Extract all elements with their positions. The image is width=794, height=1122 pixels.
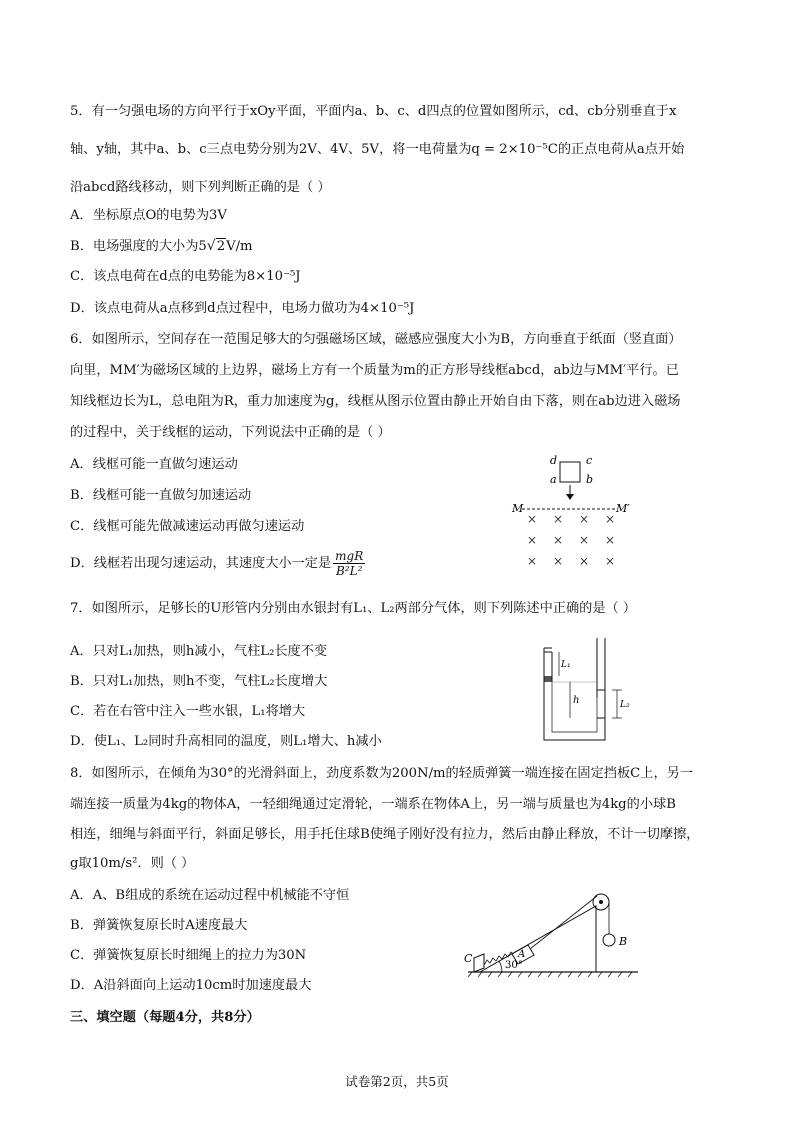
q8-angle-label: 30° xyxy=(505,960,523,971)
q5-option-b-unit: V/m xyxy=(226,239,253,254)
q5-stem-line-1: 5．有一匀强电场的方向平行于xOy平面，平面内a、b、c、d四点的位置如图所示，cd、cb分别垂直于x xyxy=(70,104,677,119)
q6-stem-line-4: 的过程中，关于线框的运动，下列说法中正确的是（ ） xyxy=(70,425,391,440)
q5-option-d: D．该点电荷从a点移到d点过程中，电场力做功为4×10⁻⁵J xyxy=(70,301,415,316)
page-footer: 试卷第2页，共5页 xyxy=(345,1074,449,1089)
q6-option-c: C．线框可能先做减速运动再做匀速运动 xyxy=(70,519,305,534)
q6-label-a: a xyxy=(550,473,557,486)
q8-angle-arc xyxy=(499,961,502,972)
q8-label-c: C xyxy=(464,952,473,965)
q6-option-d-fraction xyxy=(333,549,365,578)
q6-square-frame xyxy=(560,462,580,482)
q7-option-a: A．只对L₁加热，则h减小，气柱L₂长度不变 xyxy=(70,644,328,659)
q6-option-d-text: D．线框若出现匀速运动，其速度大小一定是 xyxy=(70,556,332,571)
q7-option-c: C．若在右管中注入一些水银，L₁将增大 xyxy=(70,704,306,719)
q8-rope-incline xyxy=(530,896,597,949)
q8-option-c: C．弹簧恢复原长时细绳上的拉力为30N xyxy=(70,948,307,963)
q6-cross: × xyxy=(527,533,538,547)
q6-label-d: d xyxy=(550,454,558,467)
q6-cross: × xyxy=(605,533,616,547)
q6-field-crosses xyxy=(527,512,615,568)
section-three-heading: 三、填空题（每题4分，共8分） xyxy=(70,1010,260,1025)
q7-label-l1: L₁ xyxy=(561,660,571,670)
q8-stem-line-3: 相连，细绳与斜面平行，斜面足够长，用手托住球B使绳子刚好没有拉力，然后由静止释放，不计一切摩擦， xyxy=(70,827,700,842)
q8-option-b: B．弹簧恢复原长时A速度最大 xyxy=(70,918,248,933)
q8-incline-wedge xyxy=(480,906,596,972)
q6-label-c: c xyxy=(586,454,593,467)
q6-cross: × xyxy=(553,512,564,526)
q6-cross: × xyxy=(553,533,564,547)
q7-mercury-column xyxy=(552,682,597,732)
q5-option-b-prefix: B．电场强度的大小为5 xyxy=(70,239,207,254)
q8-stop-plate xyxy=(474,954,484,972)
q5-option-c: C．该点电荷在d点的电势能为8×10⁻⁵J xyxy=(70,269,301,284)
q8-stem-line-4: g取10m/s²．则（ ） xyxy=(70,856,195,871)
q6-stem-line-2: 向里，MM′为磁场区域的上边界，磁场上方有一个质量为m的正方形导线框abcd，ab边与MM′平行。已 xyxy=(70,363,679,378)
q5-option-b: B．电场强度的大小为5√2V/m xyxy=(70,238,253,254)
q8-ground-hatching xyxy=(468,972,632,977)
q8-label-a: A xyxy=(518,949,526,960)
q8-incline-figure xyxy=(462,888,644,988)
q7-u-tube-figure xyxy=(528,636,638,746)
q8-stem-line-2: 端连接一质量为4kg的物体A，一轻细绳通过定滑轮，一端系在物体A上，另一端与质量也为4kg的小球B xyxy=(70,797,676,812)
q6-cross: × xyxy=(579,512,590,526)
q6-label-M: M xyxy=(512,502,524,515)
q6-stem-line-1: 6．如图所示，空间存在一范围足够大的匀强磁场区域，磁感应强度大小为B，方向垂直于纸面（竖直面） xyxy=(70,332,682,347)
q6-arrow-head xyxy=(566,494,574,500)
q6-label-b: b xyxy=(586,473,594,486)
q7-label-h: h xyxy=(573,695,580,706)
q6-stem-line-3: 知线框边长为L，总电阻为R，重力加速度为g，线框从图示位置由静止开始自由下落，则在ab边进入磁场 xyxy=(70,394,681,409)
q8-option-a: A．A、B组成的系统在运动过程中机械能不守恒 xyxy=(70,888,350,903)
q7-label-l2: L₂ xyxy=(620,700,630,710)
q7-option-d: D．使L₁、L₂同时升高相同的温度，则L₁增大、h减小 xyxy=(70,734,382,749)
q6-figure xyxy=(508,452,638,572)
q6-fraction-denominator: B²L² xyxy=(335,564,363,578)
q5-option-b-root: 2 xyxy=(216,239,226,254)
q5-stem-line-2: 轴、y轴，其中a、b、c三点电势分别为2V、4V、5V，将一电荷量为q = 2×10⁻⁵C的正点电荷从a点开始 xyxy=(70,142,685,157)
q6-label-M-prime: M′ xyxy=(616,502,630,515)
q5-stem-line-3: 沿abcd路线移动，则下列判断正确的是（ ） xyxy=(70,180,331,195)
q6-cross: × xyxy=(579,533,590,547)
q6-option-b: B．线框可能一直做匀加速运动 xyxy=(70,488,252,503)
q8-ball-b xyxy=(603,934,615,946)
q6-cross: × xyxy=(553,554,564,568)
q6-option-d xyxy=(70,549,365,578)
q8-stem-line-1: 8．如图所示，在倾角为30°的光滑斜面上，劲度系数为200N/m的轻质弹簧一端连接在固定挡板C上，另一 xyxy=(70,766,694,781)
q6-cross: × xyxy=(605,554,616,568)
q6-fraction-numerator: mgR xyxy=(335,549,364,563)
q7-mercury-top xyxy=(544,676,552,682)
q6-option-a: A．线框可能一直做匀速运动 xyxy=(70,457,238,472)
q6-cross: × xyxy=(579,554,590,568)
q6-cross: × xyxy=(527,512,538,526)
q7-stem: 7．如图所示，足够长的U形管内分别由水银封有L₁、L₂两部分气体，则下列陈述中正确的是（ ） xyxy=(70,601,637,616)
q6-cross: × xyxy=(527,554,538,568)
q7-option-b: B．只对L₁加热，则h不变，气柱L₂长度增大 xyxy=(70,674,328,689)
q8-label-b: B xyxy=(619,935,628,948)
q5-option-a: A．坐标原点O的电势为3V xyxy=(70,208,227,223)
q8-pulley-axle xyxy=(599,900,603,904)
q8-option-d: D．A沿斜面向上运动10cm时加速度最大 xyxy=(70,978,312,993)
q6-cross: × xyxy=(605,512,616,526)
